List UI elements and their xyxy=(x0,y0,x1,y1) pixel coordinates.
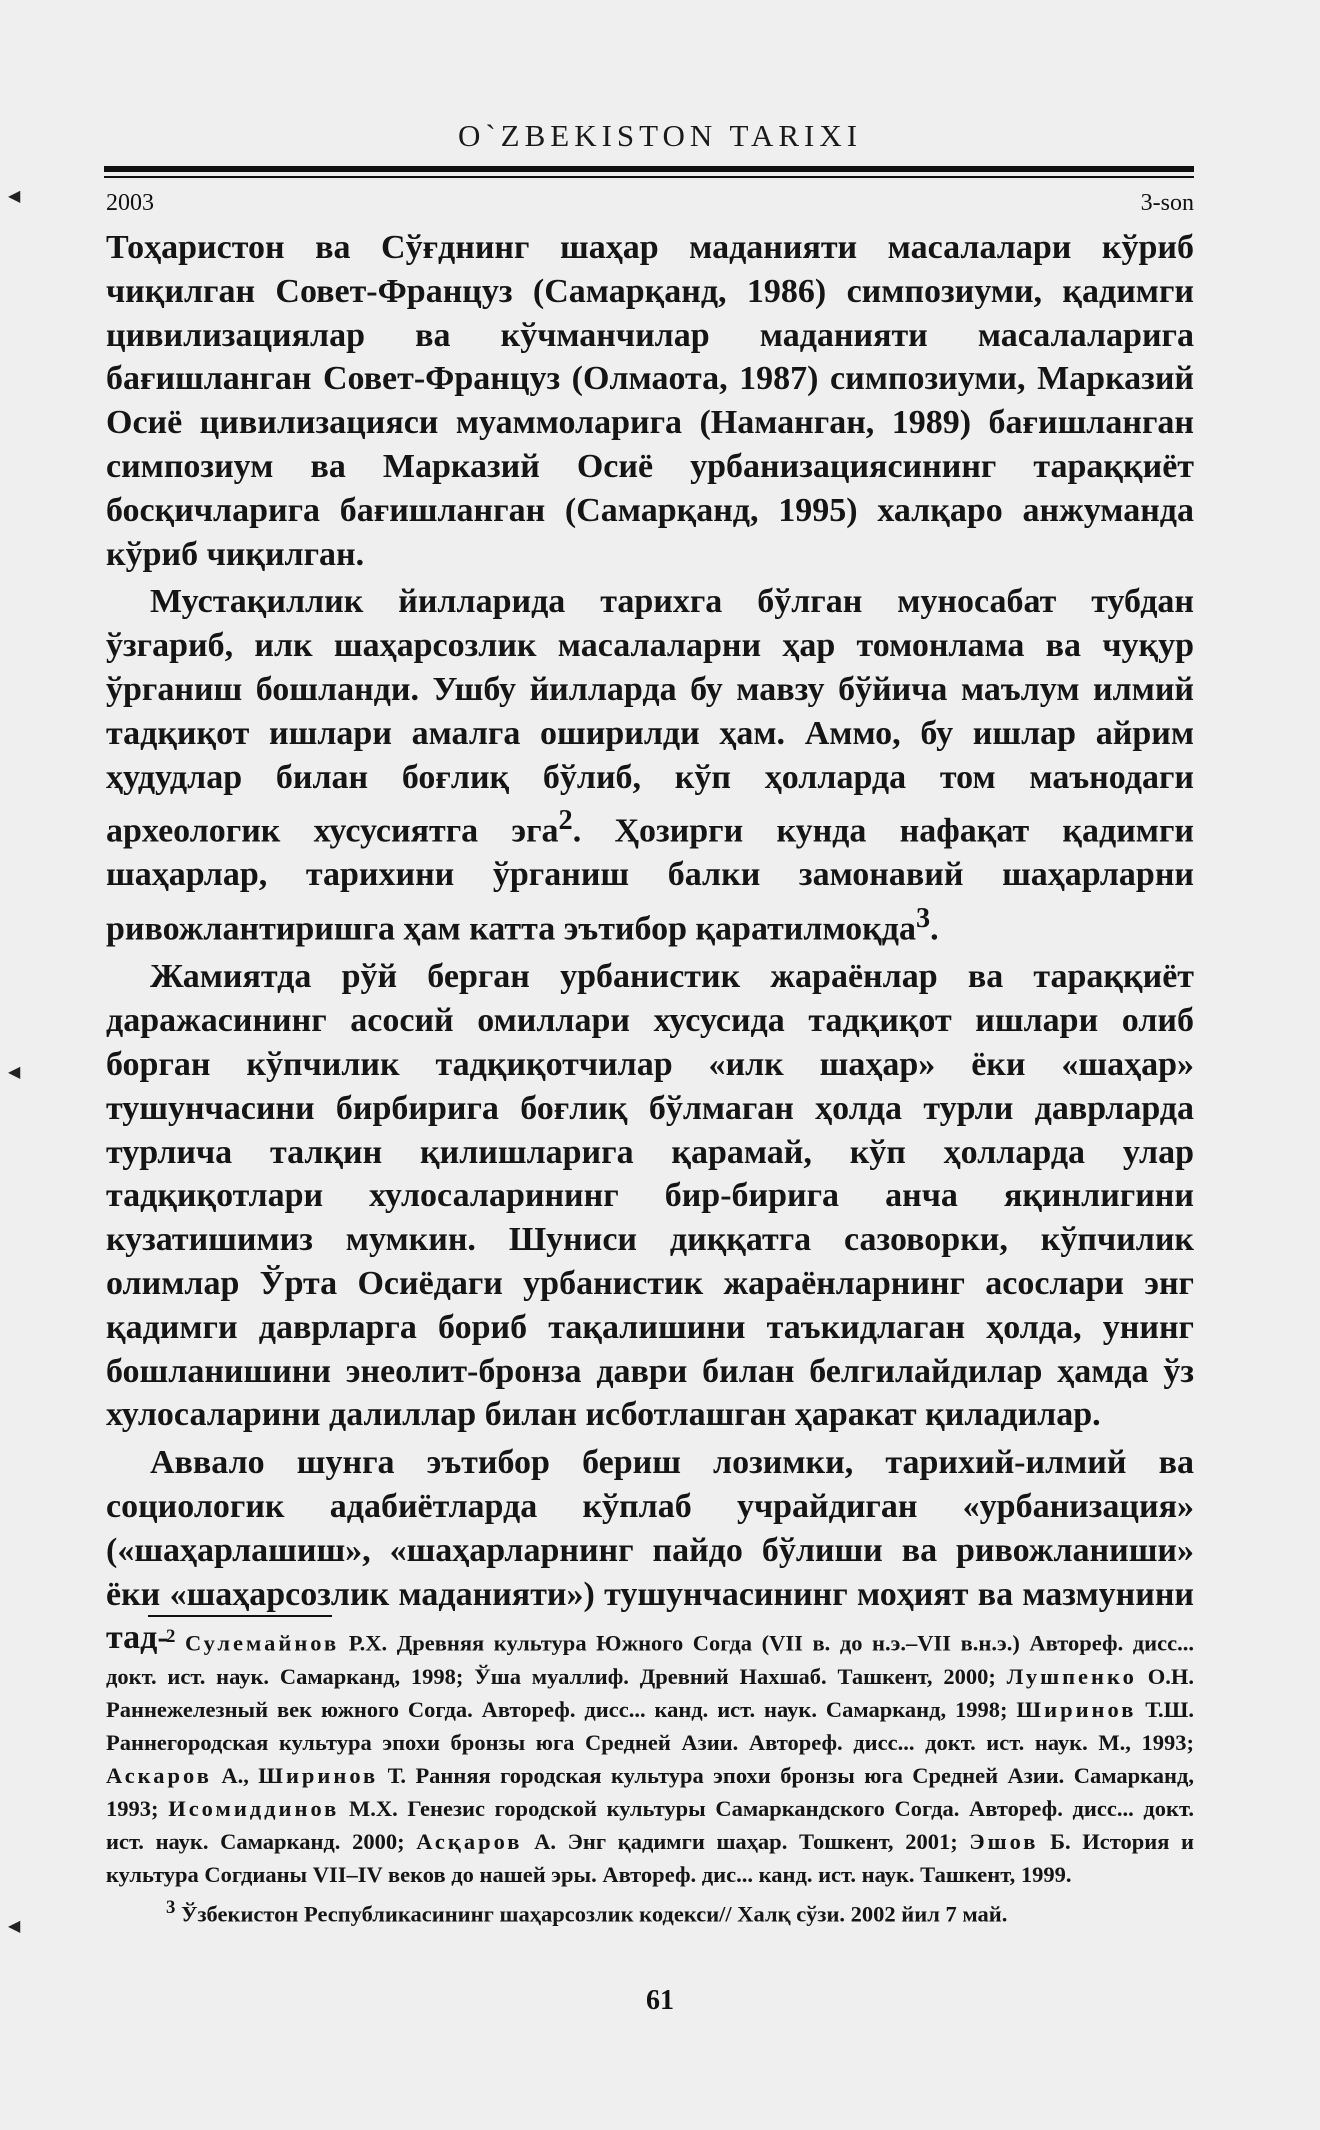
page-number: 61 xyxy=(646,1985,674,2016)
footnote-2-author-5: Ширинов xyxy=(258,1762,379,1788)
paragraph-2-text-b: . Ҳозирги кунда нафақат қадимги шаҳарлар, тарихини ўрганиш балки замонавий шаҳарларни ривожлантиришга ҳам катта эътибор қаратилмоқда xyxy=(106,812,1194,948)
paragraph-1: Тоҳаристон ва Сўғднинг шаҳар маданияти масалалари кўриб чиқилган Совет-Француз (Самарқанд, 1986) симпозиуми, қадимги цивилизациялар ва кўчманчилар маданияти масалаларига бағишланган Совет-Француз (Олмаота, 1987) симпозиуми, Марказий Осиё цивилизацияси муаммоларига (Наманган, 1989) бағишланган симпозиум ва Марказий Осиё урбанизациясининг тараққиёт босқичларига бағишланган (Самарқанд, 1995) халқаро анжуманда кўриб чиқилган. xyxy=(106,229,1194,573)
footnote-2-author-7: Асқаров xyxy=(416,1828,523,1854)
footnote-2-author-2: Лушпенко xyxy=(1006,1663,1137,1689)
header-rule-thick xyxy=(104,166,1194,172)
footnote-ref-3[interactable]: 3 xyxy=(915,903,931,935)
footnote-2-text-6: М.Х. Генезис городской культуры Самаркандского Согда. Автореф. дисс... докт. ист. наук. Самарканд. 2000; xyxy=(106,1795,1195,1854)
article-body xyxy=(106,226,1194,1660)
footnote-2-text-7: А. Энг қадимги шаҳар. Тошкент, 2001; xyxy=(522,1828,970,1854)
footnote-3-text: Ўзбекистон Республикасининг шаҳарсозлик кодекси// Халқ сўзи. 2002 йил 7 май. xyxy=(175,1901,1008,1926)
footnote-separator xyxy=(148,1615,332,1617)
journal-title: O`ZBEKISTON TARIXI xyxy=(457,118,863,153)
footnote-2-author-1: Сулемайнов xyxy=(184,1630,340,1656)
footnote-2-number: 2 xyxy=(166,1626,176,1647)
footnote-2-text-2: О.Н. Раннежелезный век южного Согда. Автореф. дисс... канд. ист. наук. Самарканд, 1998; xyxy=(106,1663,1194,1722)
footnote-2-author-3: Ширинов xyxy=(1016,1696,1137,1722)
footnote-2-author-6: Исомиддинов xyxy=(168,1795,340,1821)
footnote-2 xyxy=(106,1620,1194,1891)
paragraph-2-text-a: Мустақиллик йилларида тарихга бўлган муносабат тубдан ўзгариб, илк шаҳарсозлик масалаларни ҳар томонлама ва чуқур ўрганиш бошланди. Ушбу йилларда бу мавзу бўйича маълум илмий тадқиқот ишлари амалга оширилди ҳам. Аммо, бу ишлар айрим ҳудудлар билан боғлиқ бўлиб, кўп ҳолларда том маънодаги археологик хусусиятга эга xyxy=(106,583,1194,850)
footnote-2-author-8: Эшов xyxy=(969,1828,1039,1854)
issue-year: 2003 xyxy=(106,190,154,216)
punch-hole-mark-middle: ◀ xyxy=(8,1064,21,1081)
paragraph-3: Жамиятда рўй берган урбанистик жараёнлар ва тараққиёт даражасининг асосий омиллари хусусида тадқиқот ишлари олиб борган кўпчилик тадқиқотчилар «илк шаҳар» ёки «шаҳар» тушунчасини бирбирига боғлиқ бўлмаган ҳолда турли даврларда турлича талқин қилишларига қарамай, кўп ҳолларда улар тадқиқотлари хулосаларининг бир-бирига анча яқинлигини кузатишимиз мумкин. Шуниси диққатга сазоворки, кўпчилик олимлар Ўрта Осиёдаги урбанистик жараёнларнинг асослари энг қадимги даврларга бориб тақалишини таъкидлаган ҳолда, унинг бошланишини энеолит-бронза даври билан белгилайдилар ҳамда ўз хулосаларини далиллар билан исботлашган ҳаракат қиладилар. xyxy=(106,958,1194,1434)
footnote-2-text-3: Т.Ш. Раннегородская культура эпохи бронзы юга Средней Азии. Автореф. дисс... докт. ист. наук. М., 1993; xyxy=(106,1696,1194,1755)
paragraph-4: Аввало шунга эътибор бериш лозимки, тарихий-илмий ва социологик адабиётларда кўплаб учрайдиган «урбанизация» («шаҳарлашиш», «шаҳарларнинг пайдо бўлиши ва ривожланиши» ёки «шаҳарсозлик маданияти») тушунчасининг моҳият ва мазмунини тад- xyxy=(106,1444,1194,1657)
paragraph-2-text-c: . xyxy=(930,910,939,948)
header-rule-thin xyxy=(104,176,1194,178)
punch-hole-mark-bottom: ◀ xyxy=(8,1918,21,1935)
footnotes xyxy=(106,1620,1194,1930)
paragraph-2 xyxy=(106,580,1194,951)
footnote-2-text-4: А., xyxy=(211,1762,259,1788)
footnote-2-text-1: Р.Х. Древняя культура Южного Согда (VII в. до н.э.–VII в.н.э.) Автореф. дисс... докт. ист. наук. Самарканд, 1998; Ўша муаллиф. Древний Нахшаб. Ташкент, 2000; xyxy=(106,1630,1194,1689)
footnote-ref-2[interactable]: 2 xyxy=(558,805,573,837)
footnote-2-text-8: Б. История и культура Согдианы VII–IV веков до нашей эры. Автореф. дис... канд. ист. наук. Ташкент, 1999. xyxy=(106,1828,1195,1887)
footnote-2-text-5: Т. Ранняя городская культура эпохи бронзы юга Средней Азии. Самарканд, 1993; xyxy=(106,1762,1194,1821)
punch-hole-mark-top: ◀ xyxy=(8,188,21,205)
footnote-2-author-4: Аскаров xyxy=(106,1762,212,1788)
footnote-3 xyxy=(106,1891,1194,1931)
issue-number: 3-son xyxy=(1140,190,1194,216)
footnote-3-number: 3 xyxy=(166,1896,176,1918)
